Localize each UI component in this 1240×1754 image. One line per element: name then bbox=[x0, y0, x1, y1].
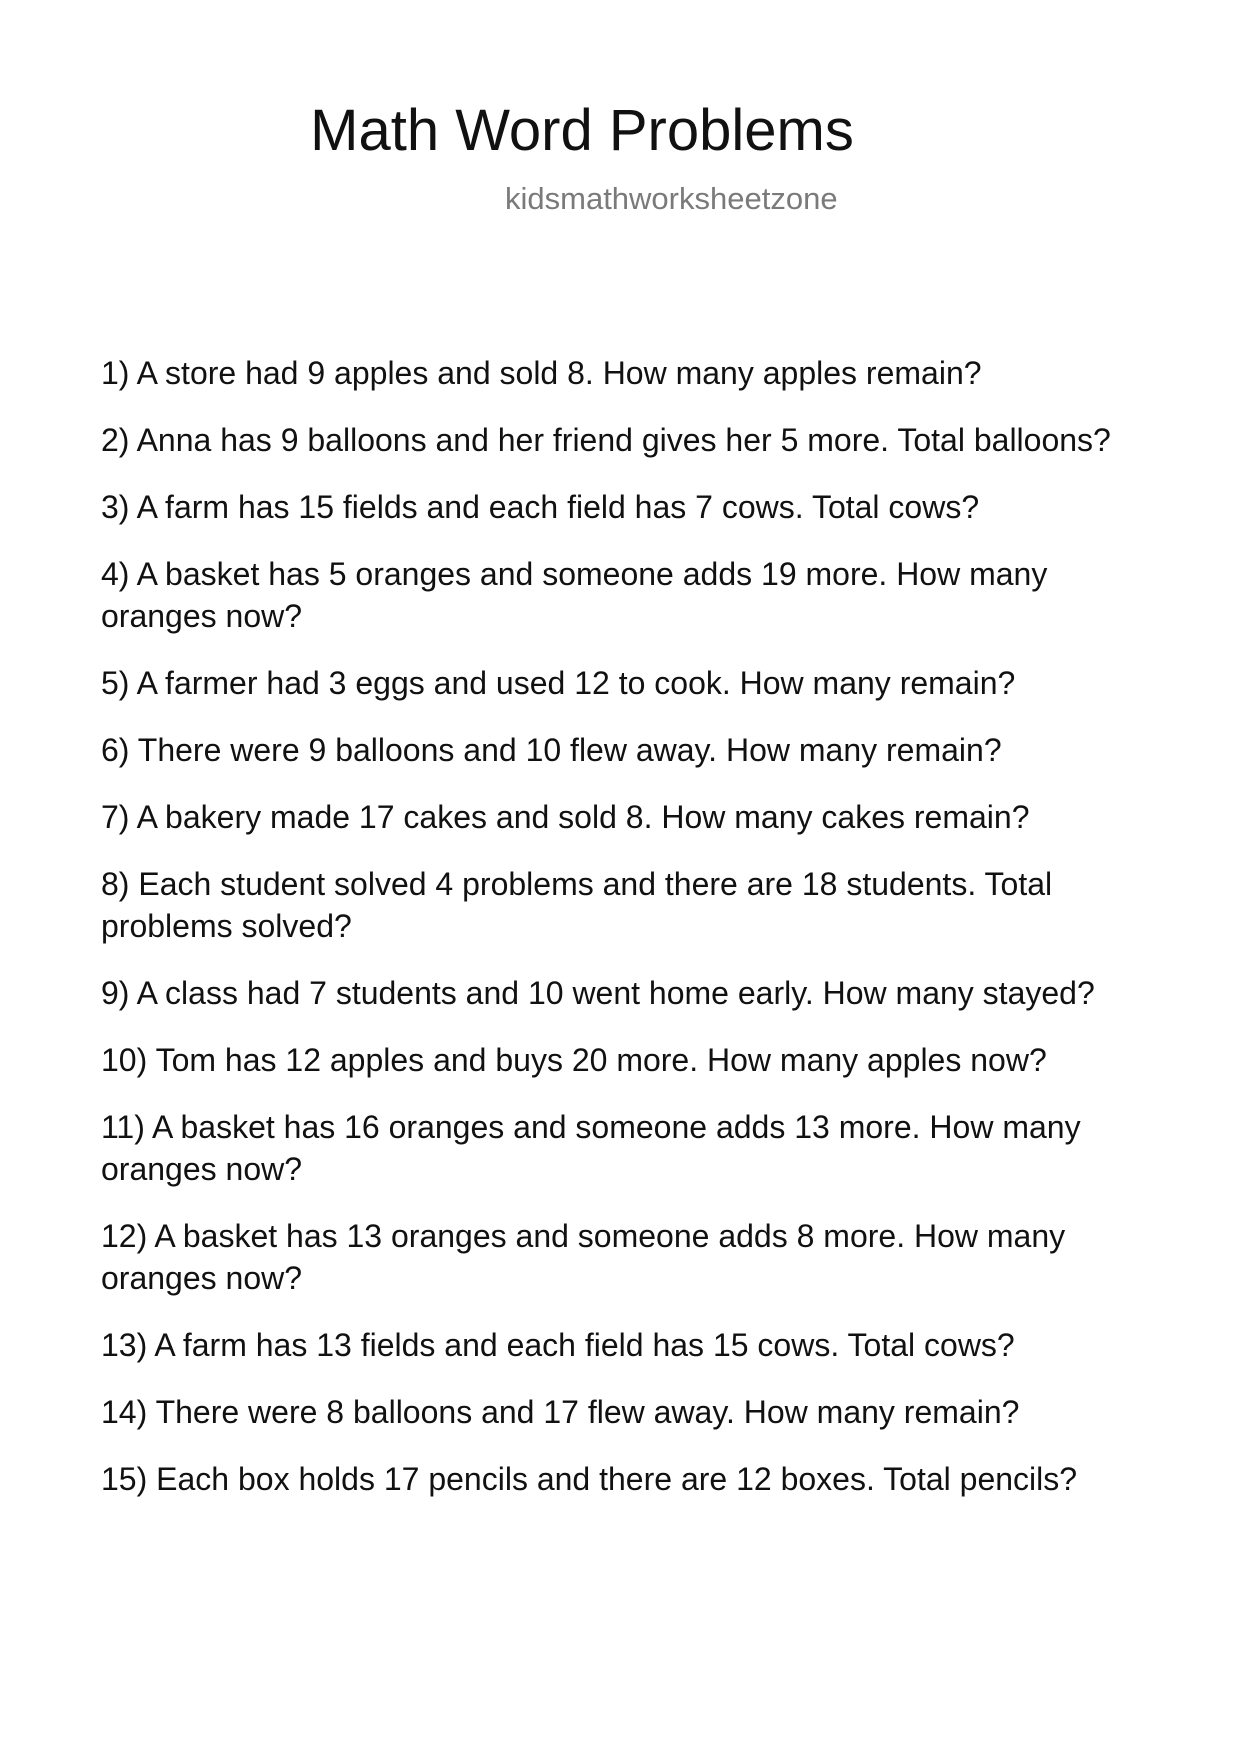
problem-item: 12) A basket has 13 oranges and someone adds 8 more. How many oranges now? bbox=[101, 1218, 1066, 1296]
problem-item: 4) A basket has 5 oranges and someone adds 19 more. How many oranges now? bbox=[101, 556, 1048, 634]
problem-item: 13) A farm has 13 fields and each field has 15 cows. Total cows? bbox=[101, 1327, 1015, 1363]
page-title: Math Word Problems bbox=[310, 98, 854, 163]
problem-item: 5) A farmer had 3 eggs and used 12 to cook. How many remain? bbox=[101, 665, 1016, 701]
problem-list bbox=[101, 352, 1161, 1525]
problem-item: 10) Tom has 12 apples and buys 20 more. How many apples now? bbox=[101, 1042, 1047, 1078]
problem-item: 6) There were 9 balloons and 10 flew away. How many remain? bbox=[101, 732, 1002, 768]
problem-item: 15) Each box holds 17 pencils and there are 12 boxes. Total pencils? bbox=[101, 1461, 1078, 1497]
problem-item: 7) A bakery made 17 cakes and sold 8. How many cakes remain? bbox=[101, 799, 1030, 835]
problem-item: 1) A store had 9 apples and sold 8. How many apples remain? bbox=[101, 355, 982, 391]
problem-item: 8) Each student solved 4 problems and there are 18 students. Total problems solved? bbox=[101, 866, 1053, 944]
problem-item: 9) A class had 7 students and 10 went home early. How many stayed? bbox=[101, 975, 1095, 1011]
problem-item: 2) Anna has 9 balloons and her friend gives her 5 more. Total balloons? bbox=[101, 422, 1111, 458]
problem-item: 14) There were 8 balloons and 17 flew away. How many remain? bbox=[101, 1394, 1020, 1430]
problem-item: 11) A basket has 16 oranges and someone adds 13 more. How many oranges now? bbox=[101, 1109, 1081, 1187]
problem-item: 3) A farm has 15 fields and each field has 7 cows. Total cows? bbox=[101, 489, 980, 525]
source-label: kidsmathworksheetzone bbox=[505, 181, 838, 216]
